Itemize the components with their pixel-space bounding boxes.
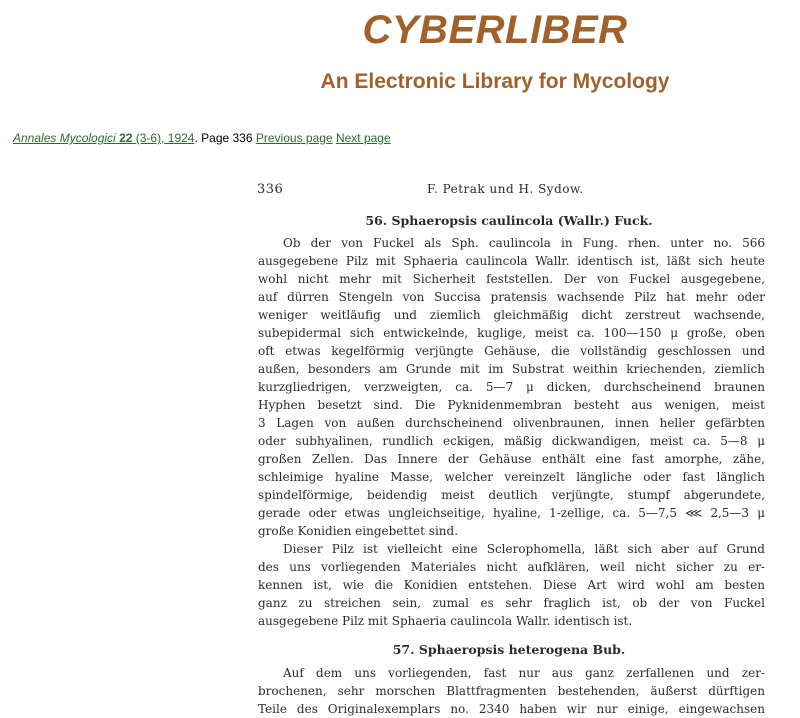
text-line: gerade oder etwas ungleichseitige, hyaline, 1-zellige, ca. 5—7,5 ⋘ 2,5—3 μ	[258, 506, 765, 520]
text-line: spindelförmige, beidendig meist deutlich verjüngte, stumpf abgerundete,	[258, 488, 765, 502]
site-title: CYBERLIBER	[362, 8, 628, 52]
scanned-page	[0, 176, 800, 717]
text-line: auf dürren Stengeln von Succisa pratensis wachsende Pilz hat mehr oder	[258, 290, 765, 304]
text-line: 3 Lagen von außen durchscheinend olivenbraunen, innen heller gefärbten	[258, 416, 765, 430]
printed-page-number: 336	[257, 182, 284, 197]
text-line: schleimige hyaline Masse, welcher vereinzelt längliche oder fast länglich	[258, 470, 765, 484]
running-head	[255, 182, 765, 200]
text-line: außen, besonders am Grunde mit im Substrat weithin kriechenden, ziemlich	[258, 362, 765, 376]
text-line: Auf dem uns vorliegenden, fast nur aus ganz zerfallenen und zer-	[283, 666, 765, 680]
journal-title: Annales Mycologici	[13, 131, 116, 145]
text-line: Hyphen besetzt sind. Die Pyknidenmembran besteht aus wenigen, meist	[258, 398, 765, 412]
page-navigation	[13, 131, 391, 145]
text-line: Teile des Originalexemplars no. 2340 haben wir nur einige, eingewachsen	[258, 702, 765, 716]
text-line: kurzgliedrigen, verzweigten, ca. 5—7 μ dicken, durchscheinend braunen	[258, 380, 765, 394]
next-page-link[interactable]: Next page	[335, 131, 391, 145]
previous-page-link[interactable]: Previous page	[255, 131, 333, 145]
text-line: wohl nicht mehr mit Sicherheit feststellen. Der von Fuckel ausgegebene,	[258, 272, 765, 286]
text-line: Ob der von Fuckel als Sph. caulincola in Fung. rhen. unter no. 566	[283, 236, 765, 250]
text-line: kennen ist, wie die Konidien entstehen. Diese Art wird wohl am besten	[258, 578, 765, 592]
text-line: oft etwas kegelförmig verjüngte Gehäuse, die vollständig geschlossen und	[258, 344, 765, 358]
running-head-authors: F. Petrak und H. Sydow.	[427, 182, 584, 196]
text-line: ganz zu streichen sein, zumal es sehr fraglich ist, ob der von Fuckel	[258, 596, 765, 610]
text-line: weniger weitläufig und ziemlich gleichmäßig dicht zerstreut wachsende,	[258, 308, 765, 322]
section-heading-57: 57. Sphaeropsis heterogena Bub.	[392, 642, 626, 657]
text-line: subepidermal sich entwickelnde, kuglige, meist ca. 100—150 μ große, oben	[258, 326, 765, 340]
text-line: des uns vorliegenden Materiales nicht aufklären, weil nicht sicher zu er-	[258, 560, 765, 574]
text-line: oder subhyalinen, rundlich eckigen, mäßig dickwandigen, meist ca. 5—8 μ	[258, 434, 765, 448]
text-line: großen Zellen. Das Innere der Gehäuse enthält eine fast amorphe, zähe,	[258, 452, 765, 466]
section-heading-56: 56. Sphaeropsis caulincola (Wallr.) Fuck.	[365, 213, 653, 228]
journal-link[interactable]	[13, 131, 194, 145]
text-line: Dieser Pilz ist vielleicht eine Sclerophomella, läßt sich aber auf Grund	[283, 542, 765, 556]
page-indicator: . Page 336	[194, 131, 253, 145]
text-line: ausgegebene Pilz mit Sphaeria caulincola Wallr. identisch ist, läßt sich heute	[258, 254, 765, 268]
volume-number: 22	[119, 131, 133, 145]
text-line: große Konidien eingebettet sind.	[258, 524, 459, 538]
text-line: brochenen, sehr morschen Blattfragmenten bestehenden, äußerst dürftigen	[258, 684, 765, 698]
site-subtitle: An Electronic Library for Mycology	[320, 70, 670, 93]
text-line: ausgegebene Pilz mit Sphaeria caulincola Wallr. identisch ist.	[258, 614, 633, 628]
issue-info: (3-6), 1924	[135, 131, 195, 145]
